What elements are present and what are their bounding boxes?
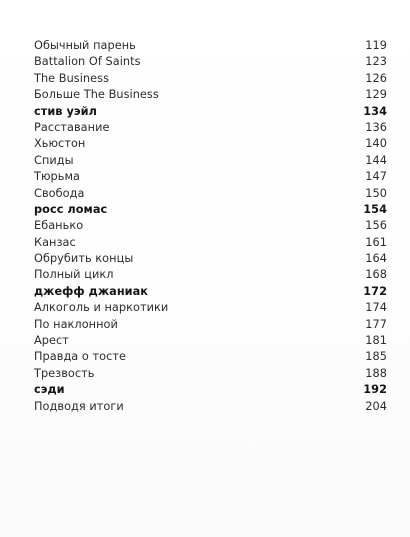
part-title: сэди <box>34 383 65 397</box>
toc-entry <box>34 267 387 283</box>
chapter-title: Обрубить концы <box>34 252 134 266</box>
toc-entry <box>34 38 387 54</box>
chapter-title: Спиды <box>34 153 74 167</box>
page-number: 156 <box>365 219 387 233</box>
toc-entry <box>34 349 387 365</box>
page-number: 119 <box>365 39 387 52</box>
toc-entry <box>34 251 387 267</box>
part-title: росс ломас <box>34 202 108 216</box>
page-number: 154 <box>363 202 387 216</box>
toc-entry <box>34 120 387 136</box>
chapter-title: Обычный парень <box>34 39 136 52</box>
page-number: 147 <box>365 170 387 184</box>
chapter-title: Больше The Business <box>34 88 159 102</box>
page-number: 150 <box>365 186 387 200</box>
toc-entry <box>34 186 387 202</box>
chapter-title: Тюрьма <box>34 170 80 184</box>
chapter-title: Свобода <box>34 186 85 200</box>
page-number: 136 <box>365 120 387 134</box>
chapter-title: Ебанько <box>34 219 84 233</box>
page-number: 185 <box>365 350 387 364</box>
chapter-title: Канзас <box>34 235 76 249</box>
page-number: 172 <box>363 284 387 298</box>
toc-entry <box>34 218 387 234</box>
page-number: 123 <box>365 55 387 69</box>
toc-entry <box>34 169 387 185</box>
part-title: джефф джаниак <box>34 284 149 298</box>
toc-entry <box>34 153 387 169</box>
page-number: 126 <box>365 71 387 85</box>
toc-entry <box>34 235 387 251</box>
toc-part-heading <box>34 202 387 218</box>
page-number: 177 <box>365 317 387 331</box>
toc-entry <box>34 71 387 87</box>
chapter-title: Подводя итоги <box>34 399 124 413</box>
toc-part-heading <box>34 382 387 398</box>
page-number: 204 <box>365 399 387 413</box>
toc-entry <box>34 87 387 103</box>
page-number: 164 <box>365 252 387 266</box>
chapter-title: Трезвость <box>34 366 95 380</box>
toc-entry <box>34 136 387 152</box>
chapter-title: Хьюстон <box>34 137 86 151</box>
chapter-title: Полный цикл <box>34 268 114 282</box>
chapter-title: По наклонной <box>34 317 118 331</box>
page-number: 129 <box>365 88 387 102</box>
page-number: 181 <box>365 334 387 348</box>
page-number: 174 <box>365 301 387 315</box>
toc-entry <box>34 399 387 415</box>
toc-entry <box>34 333 387 349</box>
toc-part-heading <box>34 104 387 120</box>
page-number: 188 <box>365 366 387 380</box>
page-number: 144 <box>365 153 387 167</box>
toc-part-heading <box>34 284 387 300</box>
toc-entry <box>34 54 387 70</box>
part-title: стив уэйл <box>34 104 97 118</box>
page-number: 134 <box>363 104 387 118</box>
chapter-title: The Business <box>34 71 110 85</box>
chapter-title: Арест <box>34 334 69 348</box>
toc-entry <box>34 366 387 382</box>
chapter-title: Расставание <box>34 120 110 134</box>
toc-entry <box>34 300 387 316</box>
page-number: 140 <box>365 137 387 151</box>
chapter-title: Алкоголь и наркотики <box>34 301 169 315</box>
table-of-contents <box>34 38 387 415</box>
chapter-title: Правда о тосте <box>34 350 127 364</box>
page-number: 161 <box>365 235 387 249</box>
toc-entry <box>34 317 387 333</box>
page-number: 192 <box>363 383 387 397</box>
chapter-title: Battalion Of Saints <box>34 55 141 69</box>
page-number: 168 <box>365 268 387 282</box>
